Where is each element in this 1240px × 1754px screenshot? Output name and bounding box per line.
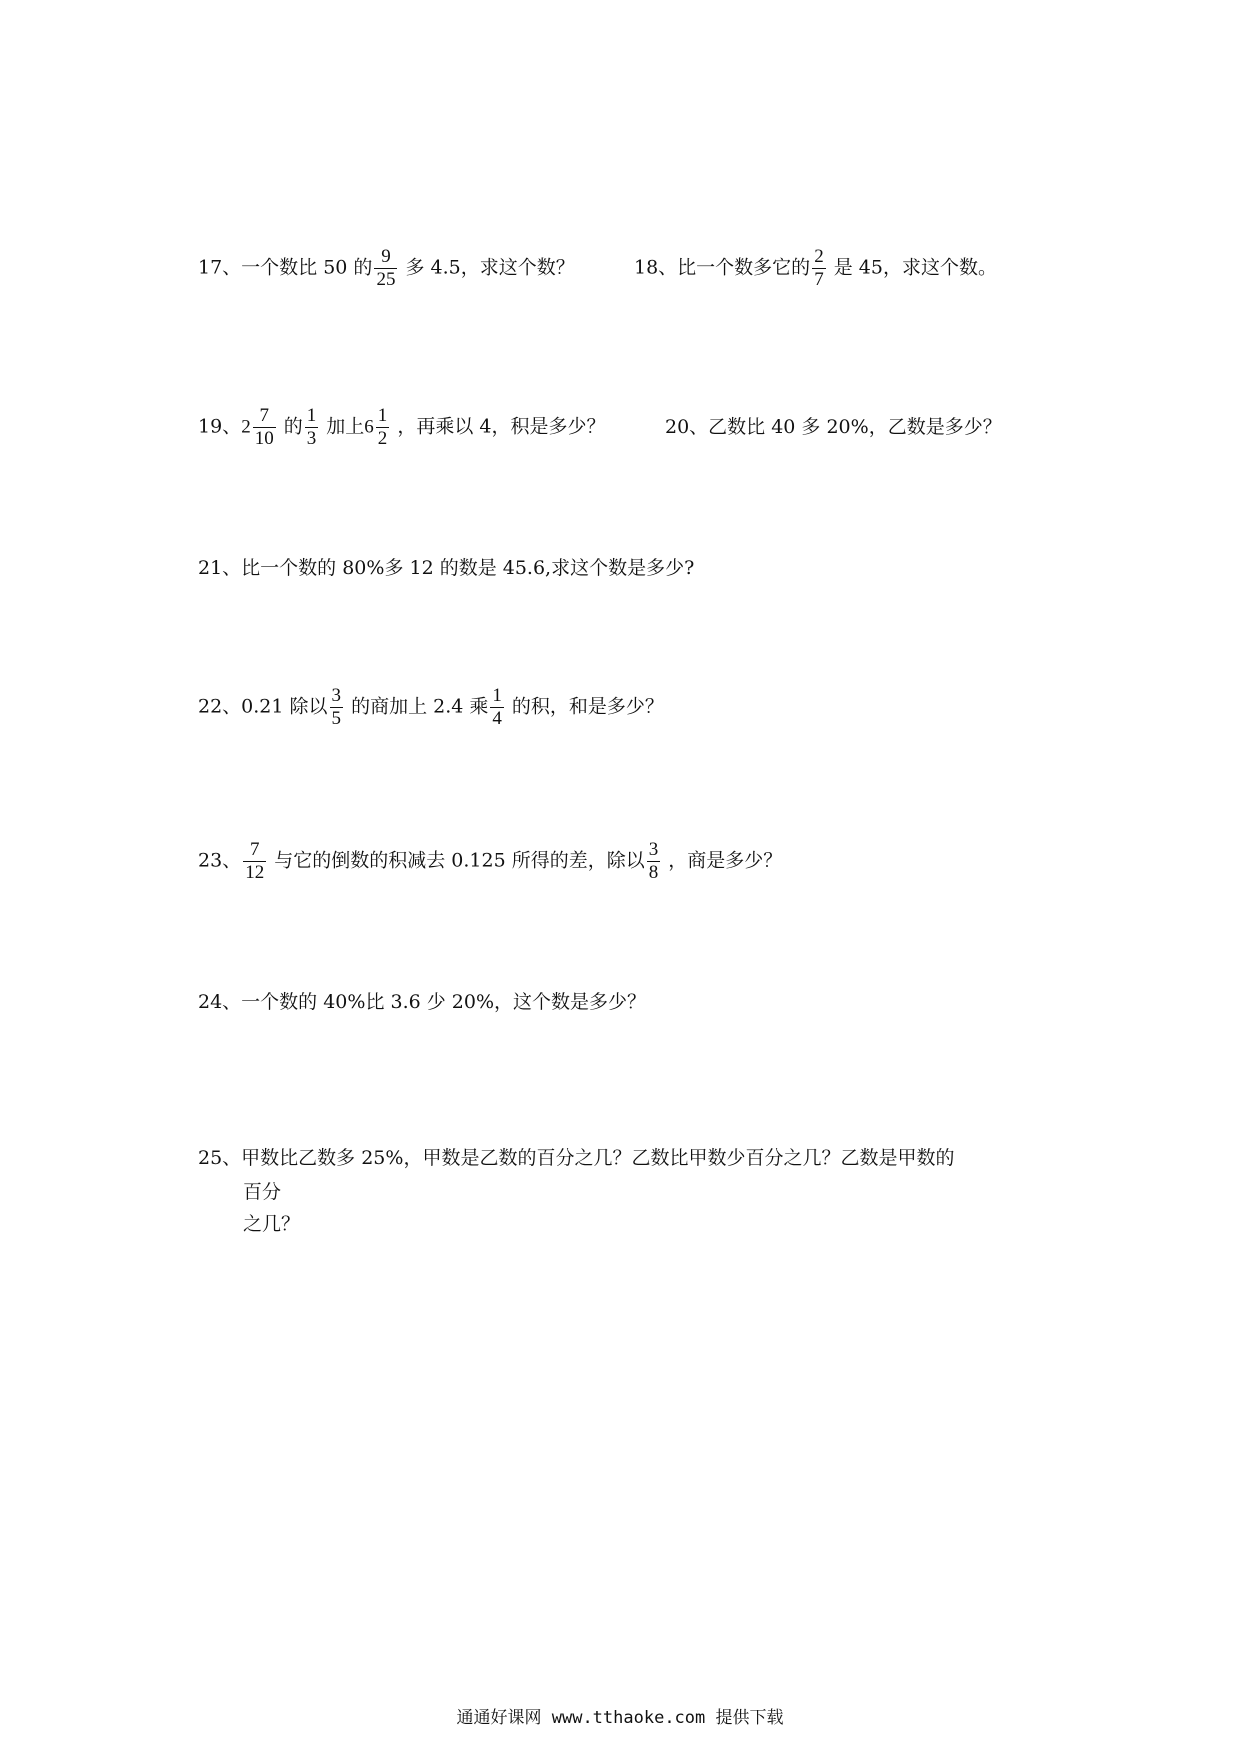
q19-prefix: 19、	[198, 415, 242, 438]
q22-prefix: 22、0.21 除以	[198, 695, 328, 718]
q19-frac-numerator: 1	[306, 405, 317, 426]
q19-mid1: 的	[277, 415, 303, 438]
footer-text: 通通好课网 www.tthaoke.com 提供下载	[456, 1708, 784, 1728]
q18-frac-numerator: 2	[814, 246, 824, 267]
q17-fraction	[374, 246, 397, 291]
q22-fraction-2	[490, 685, 504, 730]
q23-fraction-1	[243, 839, 266, 884]
q19-mixed2-whole: 6	[364, 416, 374, 438]
q23-frac2-denominator: 8	[648, 861, 659, 883]
q18-prefix: 18、比一个数多它的	[634, 256, 811, 279]
q23-frac1-numerator: 7	[249, 839, 260, 860]
q19-fraction	[305, 405, 319, 450]
question-24	[198, 993, 646, 1012]
q22-frac1-numerator: 3	[331, 685, 342, 706]
q22-mid: 的商加上 2.4 乘	[345, 695, 489, 718]
question-23	[198, 839, 782, 884]
q23-fraction-2	[647, 839, 661, 884]
q22-frac2-numerator: 1	[492, 685, 502, 706]
question-25	[198, 1149, 954, 1168]
q19-suffix: ，再乘以 4，积是多少？	[391, 415, 606, 438]
q22-frac2-denominator: 4	[492, 707, 502, 729]
q23-prefix: 23、	[198, 849, 242, 872]
page-footer	[0, 1703, 1240, 1728]
question-25-line2	[243, 1183, 281, 1202]
q23-mid: 与它的倒数的积减去 0.125 所得的差，除以	[268, 849, 645, 872]
q21-text: 21、比一个数的 80%多 12 的数是 45.6,求这个数是多少?	[198, 557, 695, 579]
q17-frac-numerator: 9	[381, 246, 391, 267]
q19-mixed2-fraction	[376, 405, 390, 450]
question-17	[198, 246, 575, 291]
question-25-line3	[243, 1215, 300, 1234]
q19-mixed1-denominator: 10	[254, 427, 274, 449]
question-22	[198, 685, 664, 730]
q19-mixed1-numerator: 7	[259, 405, 269, 426]
q23-suffix: ，商是多少？	[662, 849, 783, 872]
q24-text: 24、一个数的 40%比 3.6 少 20%，这个数是多少？	[198, 991, 647, 1013]
q17-frac-denominator: 25	[376, 268, 396, 290]
question-20	[665, 418, 1002, 437]
q22-frac1-denominator: 5	[331, 707, 342, 729]
q25-line1: 25、甲数比乙数多 25%，甲数是乙数的百分之几？乙数比甲数少百分之几？乙数是甲数的	[198, 1147, 955, 1169]
q19-mixed2-denominator: 2	[377, 427, 388, 449]
q22-fraction-1	[330, 685, 344, 730]
q18-frac-denominator: 7	[814, 268, 824, 290]
q25-line3: 之几？	[243, 1213, 301, 1235]
q23-frac2-numerator: 3	[648, 839, 659, 860]
q19-mixed1-whole: 2	[241, 416, 251, 438]
q20-text: 20、乙数比 40 多 20%，乙数是多少？	[665, 416, 1002, 438]
question-18	[634, 246, 997, 291]
q17-suffix: 多 4.5，求这个数？	[399, 256, 575, 279]
question-21	[198, 559, 694, 578]
q22-suffix: 的积，和是多少？	[505, 695, 664, 718]
q19-mixed2-numerator: 1	[377, 405, 388, 426]
q17-prefix: 17、一个数比 50 的	[198, 256, 373, 279]
question-19	[198, 405, 605, 450]
q25-line2: 百分	[243, 1181, 282, 1203]
q19-frac-denominator: 3	[306, 427, 317, 449]
q23-frac1-denominator: 12	[245, 861, 265, 883]
q18-fraction	[812, 246, 826, 291]
q19-mixed1-fraction	[253, 405, 276, 450]
q18-suffix: 是 45，求这个数。	[827, 256, 997, 279]
q19-mid2: 加上	[320, 415, 365, 438]
